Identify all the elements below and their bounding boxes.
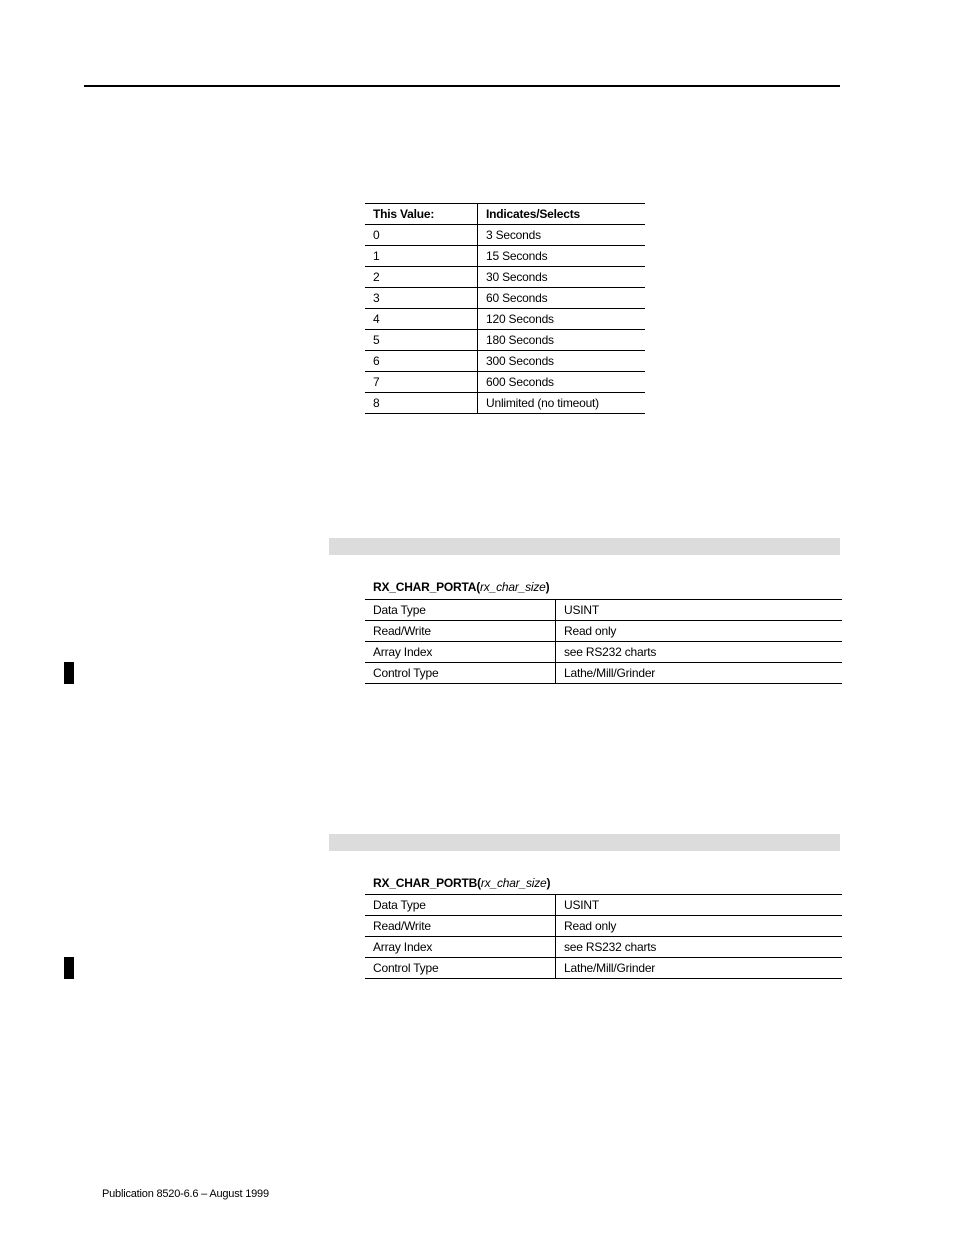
variable-title-a: [373, 579, 549, 595]
variable-title-b: [373, 875, 550, 891]
property-label: Control Type: [365, 663, 556, 684]
value-cell: 1: [365, 246, 478, 267]
value-cell: 6: [365, 351, 478, 372]
table-row: [365, 393, 645, 414]
table-row: [365, 288, 645, 309]
variable-argument: rx_char_size: [480, 876, 547, 890]
value-cell: 4: [365, 309, 478, 330]
table-row: [365, 600, 842, 621]
table-row: [365, 958, 842, 979]
table-row: [365, 663, 842, 684]
publication-footer: Publication 8520-6.6 – August 1999: [102, 1188, 269, 1200]
column-header-value: This Value:: [365, 204, 478, 225]
selects-cell: 3 Seconds: [478, 225, 646, 246]
section-band-a: [329, 538, 840, 555]
table-row: [365, 309, 645, 330]
property-value: USINT: [556, 600, 843, 621]
property-label: Array Index: [365, 937, 556, 958]
property-label: Array Index: [365, 642, 556, 663]
table-row: [365, 937, 842, 958]
value-cell: 8: [365, 393, 478, 414]
value-cell: 0: [365, 225, 478, 246]
variable-open-paren: (: [476, 580, 480, 594]
selects-cell: 600 Seconds: [478, 372, 646, 393]
property-value: USINT: [556, 895, 843, 916]
table-row: [365, 916, 842, 937]
properties-table-b: [365, 894, 842, 979]
property-value: Lathe/Mill/Grinder: [556, 958, 843, 979]
table-row: [365, 330, 645, 351]
table-row: [365, 895, 842, 916]
change-bar-a: [64, 662, 74, 684]
variable-close-paren: ): [546, 876, 551, 890]
selects-cell: 30 Seconds: [478, 267, 646, 288]
variable-argument: rx_char_size: [480, 580, 546, 594]
selects-cell: 120 Seconds: [478, 309, 646, 330]
table-row: [365, 621, 842, 642]
table-row: [365, 642, 842, 663]
variable-open-paren: (: [477, 876, 481, 890]
table-row: [365, 246, 645, 267]
table-row: [365, 225, 645, 246]
selects-cell: 60 Seconds: [478, 288, 646, 309]
property-label: Control Type: [365, 958, 556, 979]
selects-cell: 15 Seconds: [478, 246, 646, 267]
property-value: Read only: [556, 916, 843, 937]
value-cell: 5: [365, 330, 478, 351]
property-label: Read/Write: [365, 621, 556, 642]
value-cell: 2: [365, 267, 478, 288]
property-value: Lathe/Mill/Grinder: [556, 663, 843, 684]
property-value: see RS232 charts: [556, 937, 843, 958]
section-band-b: [329, 834, 840, 851]
variable-name: RX_CHAR_PORTB: [373, 876, 478, 890]
header-rule: [84, 85, 840, 87]
table-header-row: [365, 204, 645, 225]
property-label: Read/Write: [365, 916, 556, 937]
column-header-selects: Indicates/Selects: [478, 204, 646, 225]
timeout-values-table: [365, 203, 645, 414]
properties-table-a: [365, 599, 842, 684]
variable-name: RX_CHAR_PORTA: [373, 580, 477, 594]
property-value: see RS232 charts: [556, 642, 843, 663]
table-row: [365, 267, 645, 288]
property-label: Data Type: [365, 895, 556, 916]
table-row: [365, 372, 645, 393]
selects-cell: Unlimited (no timeout): [478, 393, 646, 414]
property-value: Read only: [556, 621, 843, 642]
value-cell: 3: [365, 288, 478, 309]
table-row: [365, 351, 645, 372]
property-label: Data Type: [365, 600, 556, 621]
value-cell: 7: [365, 372, 478, 393]
selects-cell: 300 Seconds: [478, 351, 646, 372]
variable-close-paren: ): [545, 580, 550, 594]
change-bar-b: [64, 957, 74, 979]
selects-cell: 180 Seconds: [478, 330, 646, 351]
